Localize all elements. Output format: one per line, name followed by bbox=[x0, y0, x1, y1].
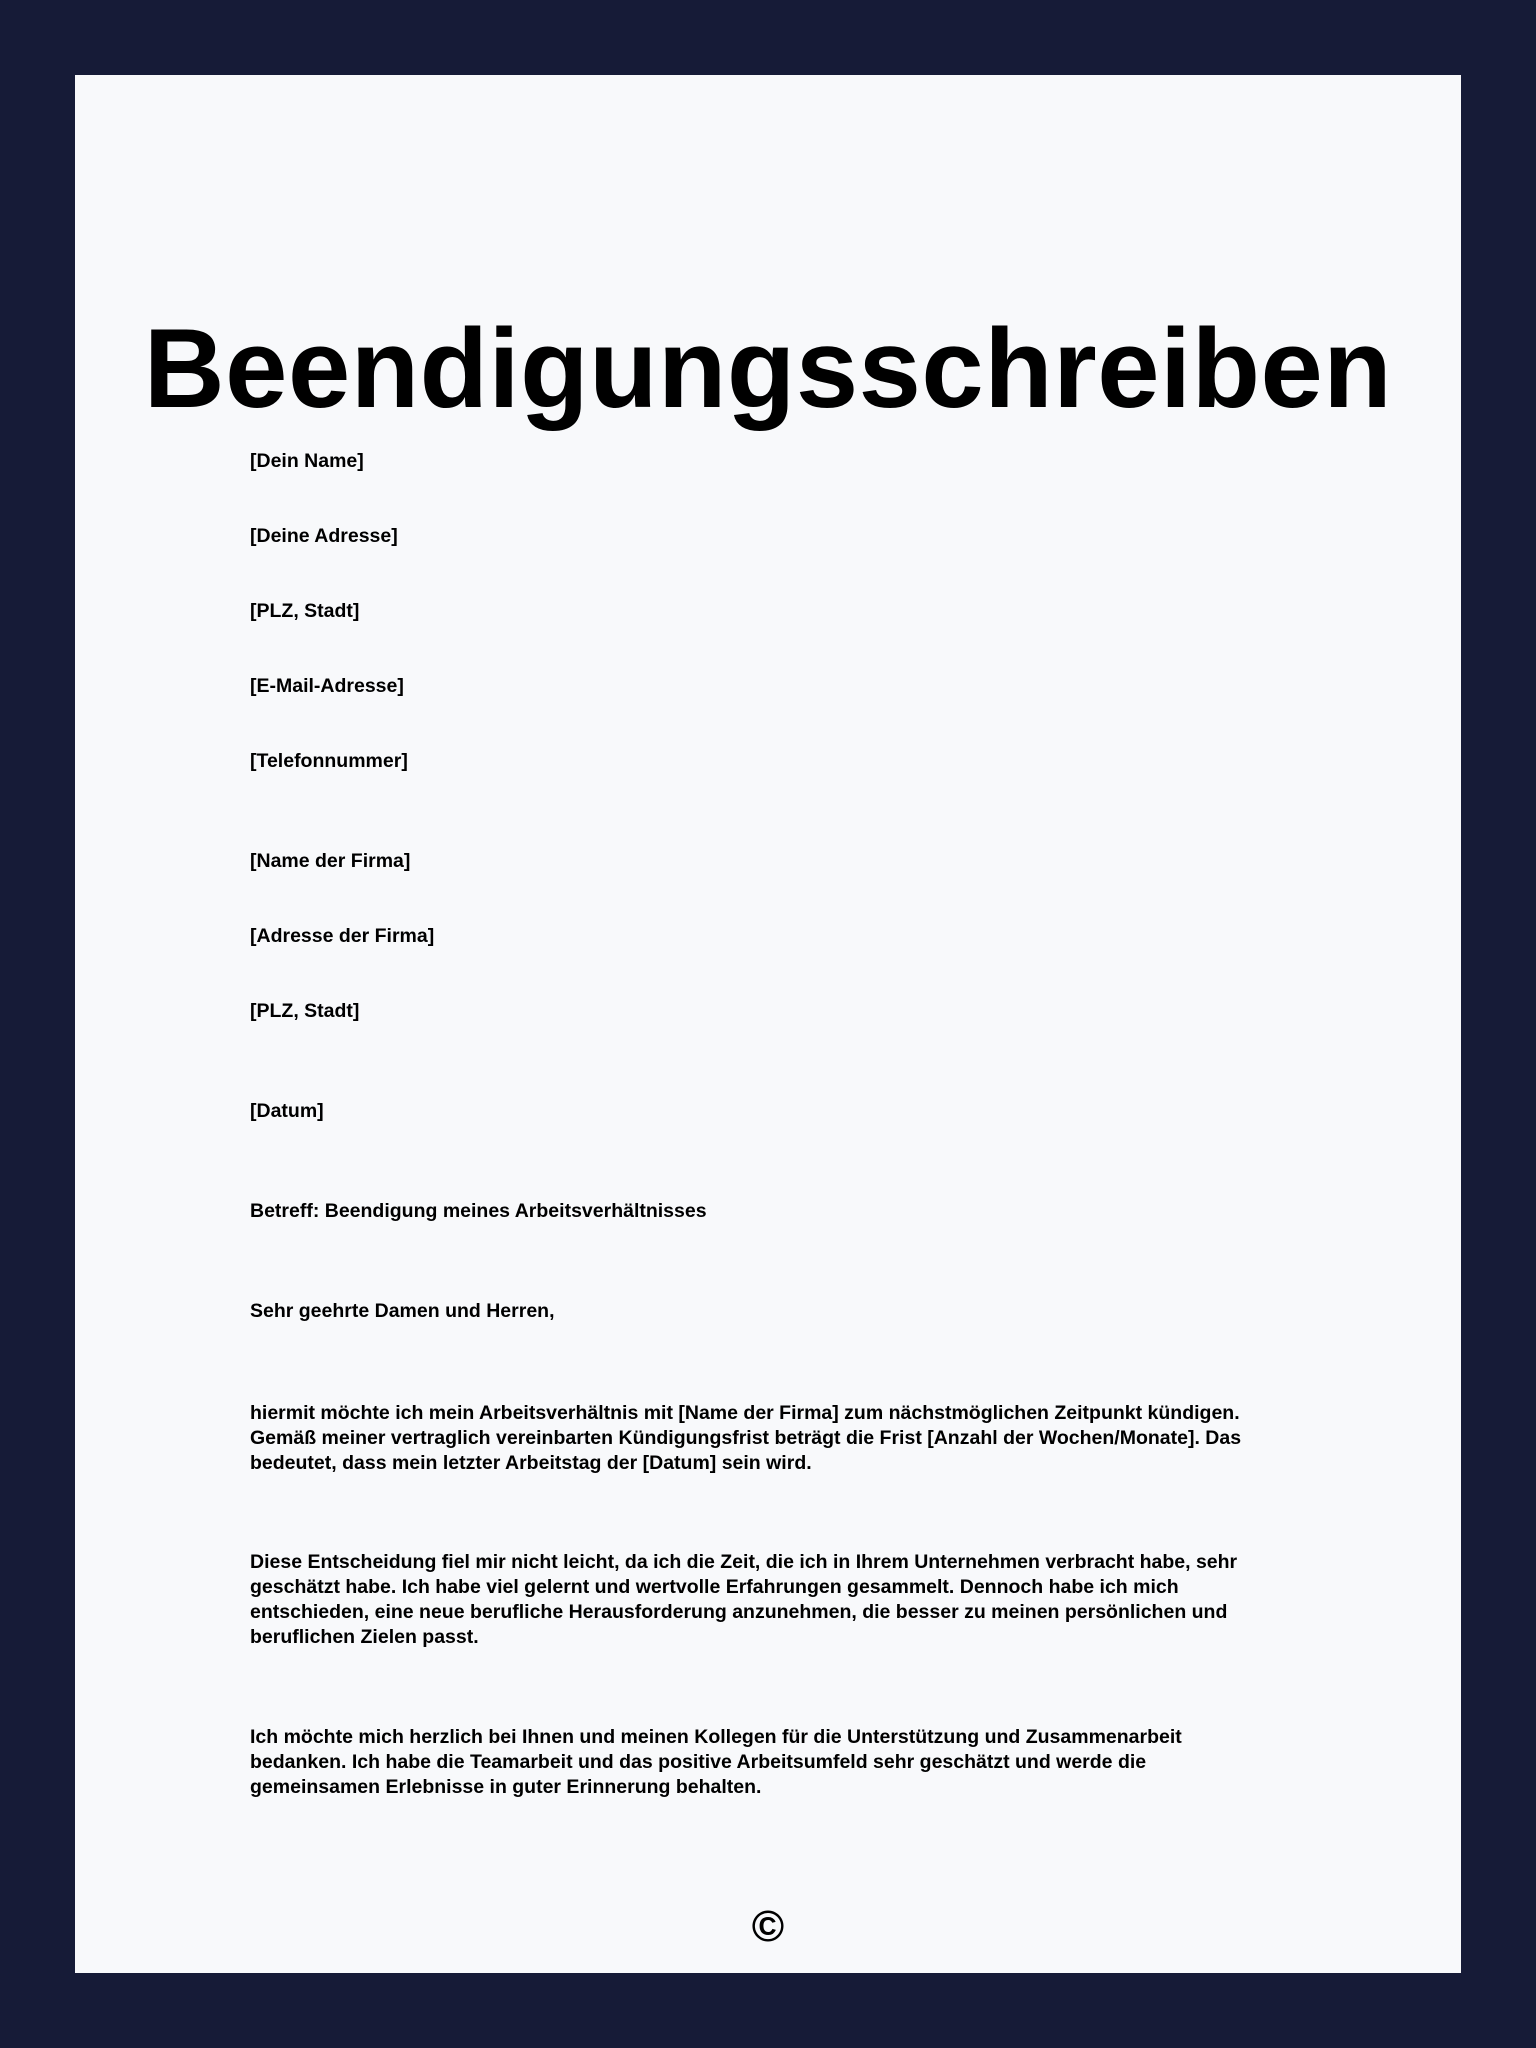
recipient-company-name: [Name der Firma] bbox=[250, 850, 411, 872]
letter-subject: Betreff: Beendigung meines Arbeitsverhältnisses bbox=[250, 1200, 707, 1222]
recipient-company-address: [Adresse der Firma] bbox=[250, 925, 435, 947]
sender-address: [Deine Adresse] bbox=[250, 525, 398, 547]
letter-salutation: Sehr geehrte Damen und Herren, bbox=[250, 1300, 555, 1322]
paragraph-line: Diese Entscheidung fiel mir nicht leicht, da ich die Zeit, die ich in Ihrem Unternehmen verbracht habe, sehr bbox=[250, 1551, 1238, 1573]
sender-postal-city: [PLZ, Stadt] bbox=[250, 600, 360, 622]
sender-name: [Dein Name] bbox=[250, 450, 364, 472]
paragraph-line: gemeinsamen Erlebnisse in guter Erinnerung behalten. bbox=[250, 1776, 762, 1798]
copyright-icon: © bbox=[751, 1902, 785, 1951]
letter-date: [Datum] bbox=[250, 1100, 324, 1122]
body-paragraph bbox=[250, 1401, 1300, 1476]
paragraph-line: Ich möchte mich herzlich bei Ihnen und meinen Kollegen für die Unterstützung und Zusammenarbeit bbox=[250, 1726, 1182, 1748]
body-paragraph bbox=[250, 1550, 1300, 1650]
document-title: Beendigungsschreiben bbox=[143, 306, 1393, 431]
body-paragraph bbox=[250, 1725, 1300, 1800]
paragraph-line: hiermit möchte ich mein Arbeitsverhältnis mit [Name der Firma] zum nächstmöglichen Zeitpunkt kündigen. bbox=[250, 1402, 1240, 1424]
sender-phone: [Telefonnummer] bbox=[250, 750, 408, 772]
paragraph-line: geschätzt habe. Ich habe viel gelernt und wertvolle Erfahrungen gesammelt. Dennoch habe ich mich bbox=[250, 1576, 1179, 1598]
paragraph-line: beruflichen Zielen passt. bbox=[250, 1626, 479, 1648]
paragraph-line: entschieden, eine neue berufliche Herausforderung anzunehmen, die besser zu meinen persönlichen und bbox=[250, 1601, 1228, 1623]
paragraph-line: bedeutet, dass mein letzter Arbeitstag der [Datum] sein wird. bbox=[250, 1452, 812, 1474]
letter-page bbox=[75, 75, 1461, 1973]
paragraph-line: Gemäß meiner vertraglich vereinbarten Kündigungsfrist beträgt die Frist [Anzahl der Wochen/Monate]. Das bbox=[250, 1427, 1242, 1449]
recipient-postal-city: [PLZ, Stadt] bbox=[250, 1000, 360, 1022]
sender-email: [E-Mail-Adresse] bbox=[250, 675, 404, 697]
paragraph-line: bedanken. Ich habe die Teamarbeit und das positive Arbeitsumfeld sehr geschätzt und werde die bbox=[250, 1751, 1147, 1773]
